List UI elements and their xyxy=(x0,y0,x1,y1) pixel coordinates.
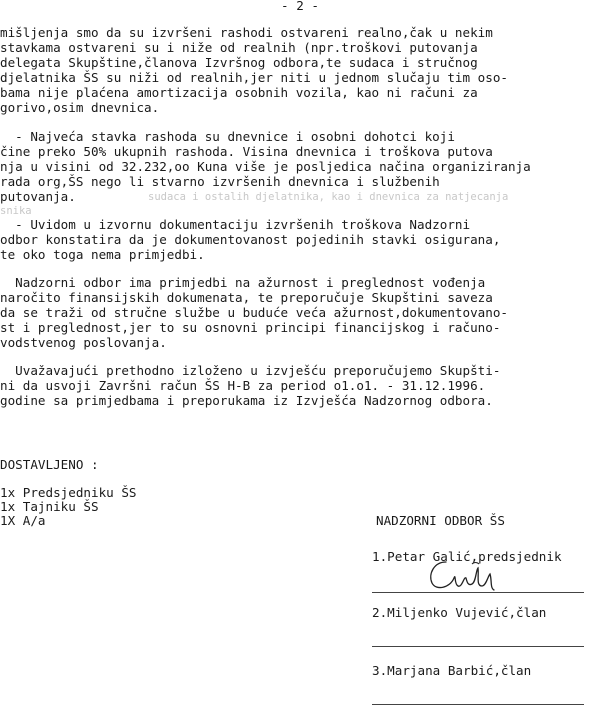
committee-member: 2.Miljenko Vujević,član xyxy=(372,605,547,620)
paragraph-2-line: putovanja. xyxy=(0,189,76,204)
handwritten-signature-icon xyxy=(424,556,504,596)
paragraph-1-line: gorivo,osim dnevnica. xyxy=(0,100,160,115)
paragraph-2-line: - Najveća stavka rashoda su dnevnice i osobni dohotci koji xyxy=(0,129,455,144)
paragraph-1-line: djelatnika ŠS su niži od realnih,jer niti u jednom slučaju tim oso- xyxy=(0,70,508,85)
paragraph-4-line: da se traži od stručne službe u buduće veća ažurnost,dokumentovano- xyxy=(0,305,508,320)
committee-title: NADZORNI ODBOR ŠS xyxy=(376,513,505,528)
paragraph-1-line: bama nije plaćena amortizacija osobnih vozila, kao ni računi za xyxy=(0,85,478,100)
distribution-heading: DOSTAVLJENO : xyxy=(0,457,99,472)
paragraph-1-line: mišljenja smo da su izvršeni rashodi ostvareni realno,čak u nekim xyxy=(0,25,493,40)
paragraph-4-line: Nadzorni odbor ima primjedbi na ažurnost i preglednost vođenja xyxy=(0,275,486,290)
faded-text: snika xyxy=(0,205,32,217)
paragraph-1-line: stavkama ostvareni su i niže od realnih (npr.troškovi putovanja xyxy=(0,40,478,55)
distribution-item: 1x Tajniku ŠS xyxy=(0,499,99,514)
distribution-item: 1x Predsjedniku ŠS xyxy=(0,485,137,500)
paragraph-4-line: st i preglednost,jer to su osnovni principi financijskog i računo- xyxy=(0,320,501,335)
page-number: - 2 - xyxy=(281,0,319,13)
distribution-item: 1X A/a xyxy=(0,513,46,528)
paragraph-5-line: godine sa primjedbama i preporukama iz Izvješća Nadzornog odbora. xyxy=(0,393,493,408)
paragraph-2-line: rada org,ŠS nego li stvarno izvršenih dnevnica i službenih xyxy=(0,174,440,189)
signature-line xyxy=(372,592,584,593)
signature-line xyxy=(372,646,584,647)
paragraph-1-line: delegata Skupštine,članova Izvršnog odbora,te sudaca i stručnog xyxy=(0,55,478,70)
paragraph-5-line: ni da usvoji Završni račun ŠS H-B za period o1.o1. - 31.12.1996. xyxy=(0,378,486,393)
signature-line xyxy=(372,704,584,705)
paragraph-5-line: Uvažavajući prethodno izloženo u izvješću preporučujemo Skupšti- xyxy=(0,363,501,378)
committee-member: 1.Petar Galić,predsjednik xyxy=(372,549,562,564)
paragraph-3-line: te oko toga nema primjedbi. xyxy=(0,247,205,262)
paragraph-4-line: naročito finansijskih dokumenata, te preporučuje Skupštini saveza xyxy=(0,290,493,305)
paragraph-4-line: vodstvenog poslovanja. xyxy=(0,335,167,350)
paragraph-2-line: nja u visini od 32.232,oo Kuna više je posljedica načina organiziranja xyxy=(0,159,531,174)
paragraph-3-line: - Uvidom u izvornu dokumentaciju izvršenih troškova Nadzorni xyxy=(0,217,471,232)
paragraph-3-line: odbor konstatira da je dokumentovanost pojedinih stavki osigurana, xyxy=(0,232,501,247)
paragraph-2-line: čine preko 50% ukupnih rashoda. Visina dnevnica i troškova putova xyxy=(0,144,493,159)
faded-text: sudaca i ostalih djelatnika, kao i dnevnica za natjecanja xyxy=(148,191,509,203)
committee-member: 3.Marjana Barbić,član xyxy=(372,663,532,678)
